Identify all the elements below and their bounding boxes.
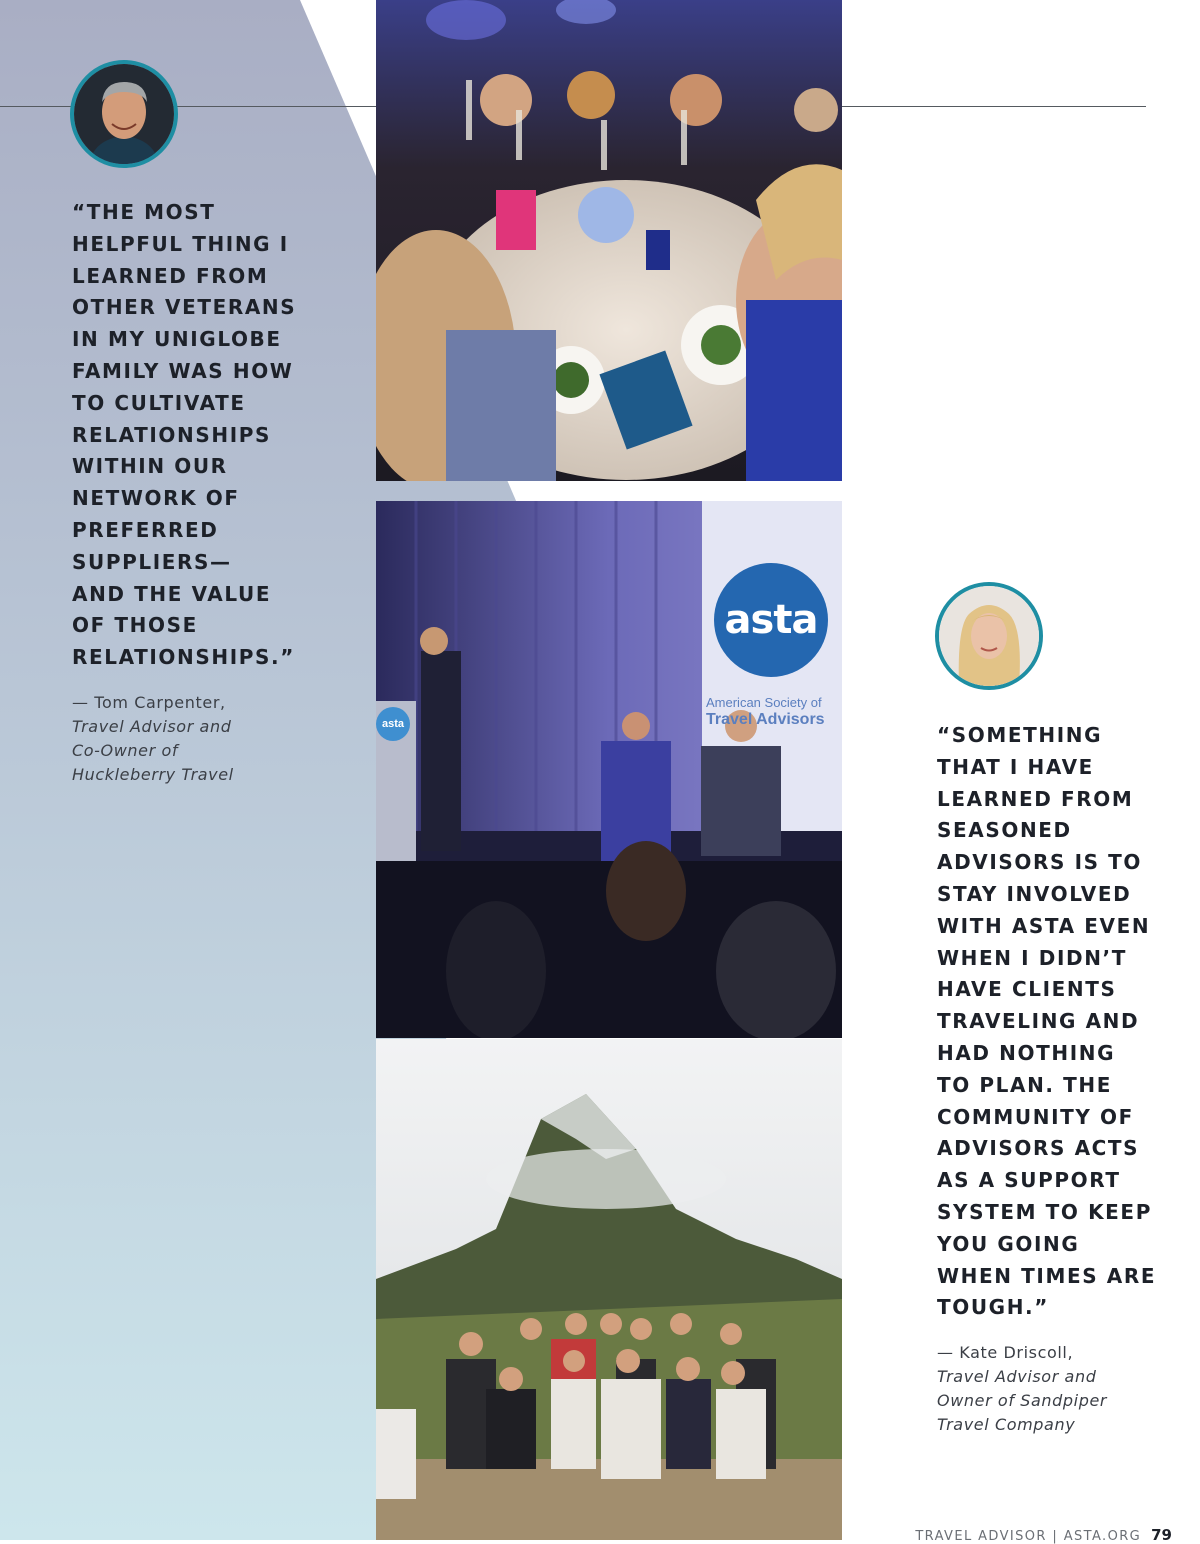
asta-banner-line2: Travel Advisors bbox=[706, 711, 825, 728]
attribution-left-name: — Tom Carpenter, bbox=[72, 693, 226, 712]
attribution-right-role: Travel Advisor and Owner of Sandpiper Travel Company bbox=[937, 1367, 1108, 1434]
page-footer bbox=[915, 1526, 1172, 1544]
mountain-group-photo bbox=[376, 1039, 842, 1540]
stage-panel-photo bbox=[376, 501, 842, 1038]
attribution-left bbox=[72, 691, 332, 787]
kate-driscoll-avatar bbox=[935, 582, 1043, 690]
attribution-right bbox=[937, 1341, 1177, 1437]
page-number: 79 bbox=[1151, 1526, 1172, 1544]
pull-quote-left: “THE MOST HELPFUL THING I LEARNED FROM OTHER VETERANS IN MY UNIGLOBE FAMILY WAS HOW TO CULTIVATE RELATIONSHIPS WITHIN OUR NETWORK OF PREFERRED SUPPLIERS— AND THE VALUE OF THOSE RELATIONSHIPS.” bbox=[72, 200, 297, 670]
attribution-left-role: Travel Advisor and Co-Owner of Huckleberry Travel bbox=[72, 717, 234, 784]
asta-podium-logo: asta bbox=[376, 707, 410, 741]
footer-publication: TRAVEL ADVISOR | ASTA.ORG bbox=[915, 1529, 1142, 1544]
banquet-toast-photo bbox=[376, 0, 842, 481]
top-rule-left bbox=[0, 106, 376, 107]
pull-quote-right: “SOMETHING THAT I HAVE LEARNED FROM SEASONED ADVISORS IS TO STAY INVOLVED WITH ASTA EVEN WHEN I DIDN’T HAVE CLIENTS TRAVELING AND HAD NOTHING TO PLAN. THE COMMUNITY OF ADVISORS ACTS AS A SUPPORT SYSTEM TO KEEP YOU GOING WHEN TIMES ARE TOUGH.” bbox=[937, 723, 1157, 1320]
asta-banner-line1: American Society of bbox=[706, 695, 822, 710]
attribution-right-name: — Kate Driscoll, bbox=[937, 1343, 1074, 1362]
top-rule-right bbox=[842, 106, 1146, 107]
tom-carpenter-avatar bbox=[70, 60, 178, 168]
asta-banner-logo: asta bbox=[714, 563, 828, 677]
